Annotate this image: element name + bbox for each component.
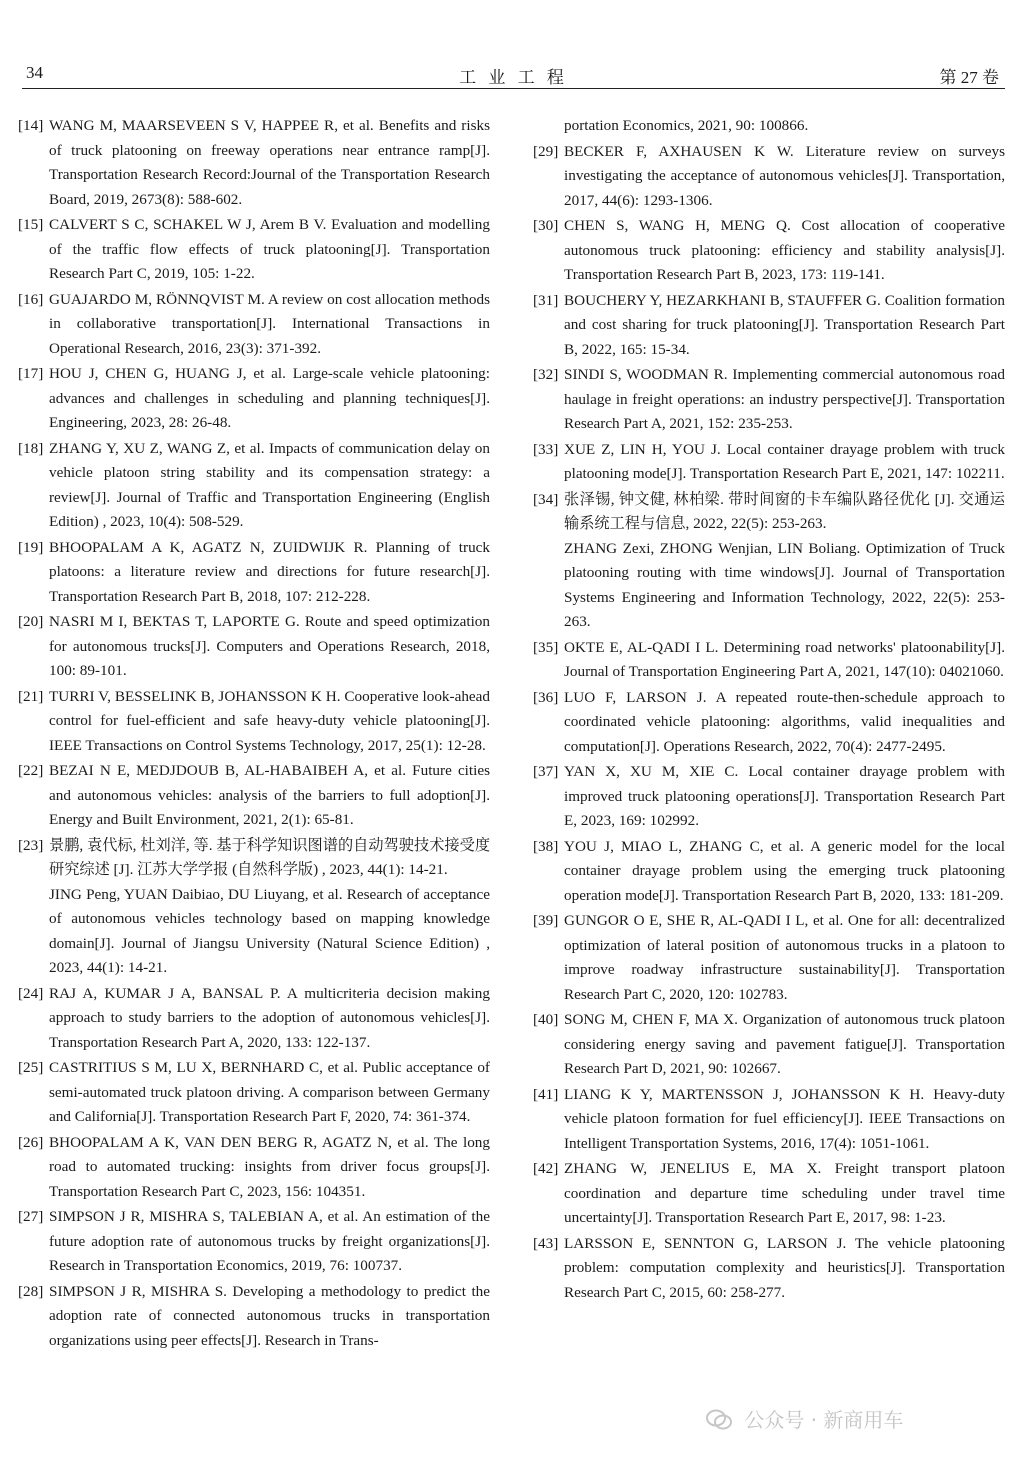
reference-text: SONG M, CHEN F, MA X. Organization of autonomous truck platoon considering energy saving and pavement fatigue[J]. Transportation Research Part D, 2021, 90: 102667. [564,1011,1005,1077]
reference-number: [23] [18,836,44,854]
reference-number: [37] [533,763,559,780]
reference-item [18,1056,490,1130]
reference-text: BECKER F, AXHAUSEN K W. Literature review on surveys investigating the acceptance of autonomous vehicles[J]. Transportation, 2017, 44(6): 1293-1306. [564,142,1005,209]
reference-number: [31] [533,291,559,309]
reference-number: [22] [18,762,44,779]
reference-number: [18] [18,439,44,457]
reference-number: [26] [18,1133,44,1151]
reference-text: LUO F, LARSON J. A repeated route-then-schedule approach to coordinated vehicle platooning: algorithms, valid inequalities and computation[J]. Operations Research, 2022, 70(4): 2477-2495. [564,688,1005,755]
running-header [22,62,1005,89]
reference-item [533,1008,1005,1082]
reference-item [533,686,1005,760]
reference-text: 张泽锡, 钟文健, 林柏梁. 带时间窗的卡车编队路径优化 [J]. 交通运输系统工程与信息, 2022, 22(5): 253-263. [564,490,1005,532]
reference-item [18,834,490,981]
reference-item [533,835,1005,909]
reference-text: ZHANG W, JENELIUS E, MA X. Freight transport platoon coordination and departure time scheduling under travel time uncertainty[J]. Transportation Research Part E, 2017, 98: 1-23. [564,1160,1005,1226]
reference-item [18,1205,490,1279]
reference-item [18,437,490,535]
reference-item [533,1157,1005,1231]
reference-text: SINDI S, WOODMAN R. Implementing commercial autonomous road haulage in freight operations: an industry perspective[J]. Transportation Research Part A, 2021, 152: 235-253. [564,366,1005,432]
reference-item [533,636,1005,685]
wechat-icon [706,1409,732,1431]
reference-item [18,982,490,1056]
reference-item [533,438,1005,487]
reference-item [533,214,1005,288]
reference-item [533,760,1005,834]
references-left-column [18,114,490,1354]
reference-text: GUAJARDO M, RÖNNQVIST M. A review on cost allocation methods in collaborative transportation[J]. International Transactions in Operational Research, 2016, 23(3): 371-392. [49,290,490,357]
reference-item [18,288,490,362]
reference-text: BHOOPALAM A K, VAN DEN BERG R, AGATZ N, et al. The long road to automated trucking: insights from driver focus groups[J]. Transportation Research Part C, 2023, 156: 104351. [49,1133,490,1200]
reference-item [533,363,1005,437]
reference-text: OKTE E, AL-QADI I L. Determining road networks' platoonability[J]. Journal of Transportation Engineering Part A, 2021, 147(10): 04021060. [564,638,1005,680]
reference-item [533,140,1005,214]
reference-number: [17] [18,365,44,382]
reference-text: HOU J, CHEN G, HUANG J, et al. Large-scale vehicle platooning: advances and challenges in scheduling and planning techniques[J]. Engineering, 2023, 28: 26-48. [49,365,490,431]
reference-item [18,213,490,287]
reference-item [533,289,1005,363]
reference-number: [43] [533,1234,559,1252]
journal-name: 工 业 工 程 [459,68,568,87]
reference-number: [28] [18,1282,44,1300]
reference-text: LIANG K Y, MARTENSSON J, JOHANSSON K H. Heavy-duty vehicle platoon formation for fuel efficiency[J]. IEEE Transactions on Intelligent Transportation Systems, 2016, 17(4): 1051-1061. [564,1085,1005,1152]
reference-text: 景鹏, 袁代标, 杜刘洋, 等. 基于科学知识图谱的自动驾驶技术接受度研究综述 [J]. 江苏大学学报 (自然科学版) , 2023, 44(1): 14-21. [49,836,490,878]
references-right-column [533,114,1005,1306]
reference-text: SIMPSON J R, MISHRA S. Developing a methodology to predict the adoption rate of connected autonomous trucks in transportation organizations using peer effects[J]. Research in Trans- [49,1282,490,1349]
reference-item [18,759,490,833]
reference-number: [41] [533,1085,559,1103]
reference-text: ZHANG Y, XU Z, WANG Z, et al. Impacts of communication delay on vehicle platoon string stability and its compensation strategy: a review[J]. Journal of Traffic and Transportation Engineering (English Edition) , 2023, 10(4): 508-529. [49,439,490,530]
reference-text: CALVERT S C, SCHAKEL W J, Arem B V. Evaluation and modelling of the traffic flow effects of truck platooning[J]. Transportation Research Part C, 2019, 105: 1-22. [49,216,490,282]
reference-text: RAJ A, KUMAR J A, BANSAL P. A multicriteria decision making approach to study barriers to the adoption of autonomous vehicles[J]. Transportation Research Part A, 2020, 133: 122-137. [49,984,490,1051]
reference-item [533,909,1005,1007]
reference-english-translation: ZHANG Zexi, ZHONG Wenjian, LIN Boliang. Optimization of Truck platooning routing with time windows[J]. Journal of Transportation Systems Engineering and Information Technology, 2022, 22(5): 253-263. [564,539,1005,630]
reference-number: [32] [533,366,559,383]
reference-number: [27] [18,1208,44,1225]
watermark [706,1404,1006,1438]
reference-number: [35] [533,638,559,656]
reference-number: [36] [533,688,559,706]
reference-item [18,114,490,212]
reference-text: TURRI V, BESSELINK B, JOHANSSON K H. Cooperative look-ahead control for fuel-efficient and safe heavy-duty vehicle platooning[J]. IEEE Transactions on Control Systems Technology, 2017, 25(1): 12-28. [49,687,490,754]
reference-number: [15] [18,216,44,233]
reference-text: NASRI M I, BEKTAS T, LAPORTE G. Route and speed optimization for autonomous trucks[J]. Computers and Operations Research, 2018, 100: 89-101. [49,613,490,679]
reference-english-translation: JING Peng, YUAN Daibiao, DU Liuyang, et al. Research of acceptance of autonomous vehicles technology based on mapping knowledge domain[J]. Journal of Jiangsu University (Natural Science Edition) , 2023, 44(1): 14-21. [49,885,490,976]
reference-text: CHEN S, WANG H, MENG Q. Cost allocation of cooperative autonomous truck platooning: efficiency and stability analysis[J]. Transportation Research Part B, 2023, 173: 119-141. [564,217,1005,283]
volume-label: 第 27 卷 [939,68,999,87]
reference-item [18,362,490,436]
reference-number: [14] [18,117,44,134]
reference-number: [30] [533,217,559,234]
reference-text: SIMPSON J R, MISHRA S, TALEBIAN A, et al. An estimation of the future adoption rate of autonomous trucks by freight organizations[J]. Research in Transportation Economics, 2019, 76: 100737. [49,1208,490,1274]
reference-number: [29] [533,142,559,160]
reference-item [533,488,1005,635]
reference-text: YOU J, MIAO L, ZHANG C, et al. A generic model for the local container drayage problem using the emerging truck platooning operation mode[J]. Transportation Research Part B, 2020, 133: 181-209. [564,837,1005,904]
reference-text: BOUCHERY Y, HEZARKHANI B, STAUFFER G. Coalition formation and cost sharing for truck platooning[J]. Transportation Research Part B, 2022, 165: 15-34. [564,291,1005,358]
reference-item [18,610,490,684]
reference-number: [39] [533,912,559,929]
reference-item [18,1280,490,1354]
reference-number: [24] [18,984,44,1002]
reference-item [533,1083,1005,1157]
reference-text: BEZAI N E, MEDJDOUB B, AL-HABAIBEH A, et al. Future cities and autonomous vehicles: analysis of the barriers to full adoption[J]. Energy and Built Environment, 2021, 2(1): 65-81. [49,762,490,828]
reference-item [18,1131,490,1205]
reference-number: [16] [18,290,44,308]
reference-text: WANG M, MAARSEVEEN S V, HAPPEE R, et al. Benefits and risks of truck platooning on freeway operations near entrance ramp[J]. Transportation Research Record:Journal of the Transportation Research Board, 2019, 2673(8): 588-602. [49,117,490,208]
reference-number: [25] [18,1059,44,1076]
reference-number: [33] [533,440,559,458]
reference-number: [19] [18,538,44,556]
watermark-text: 公众号 · 新商用车 [744,1408,904,1432]
reference-text: GUNGOR O E, SHE R, AL-QADI I L, et al. One for all: decentralized optimization of lateral position of autonomous trucks in a platoon to improve roadway infrastructure sustainability[J]. Transportation Research Part C, 2020, 120: 102783. [564,912,1005,1003]
reference-item [18,685,490,759]
reference-text: CASTRITIUS S M, LU X, BERNHARD C, et al. Public acceptance of semi-automated truck platoon driving. A comparison between Germany and California[J]. Transportation Research Part F, 2020, 74: 361-374. [49,1059,490,1125]
reference-continuation: portation Economics, 2021, 90: 100866. [564,117,809,134]
reference-text: XUE Z, LIN H, YOU J. Local container drayage problem with truck platooning mode[J]. Transportation Research Part E, 2021, 147: 102211. [564,440,1005,482]
reference-text: BHOOPALAM A K, AGATZ N, ZUIDWIJK R. Planning of truck platoons: a literature review and directions for future research[J]. Transportation Research Part B, 2018, 107: 212-228. [49,538,490,605]
reference-number: [20] [18,613,44,630]
reference-number: [34] [533,490,559,508]
reference-item [533,1232,1005,1306]
page-number: 34 [26,63,43,82]
reference-item [18,536,490,610]
reference-number: [42] [533,1160,559,1177]
reference-number: [21] [18,687,44,705]
reference-number: [38] [533,837,559,855]
reference-number: [40] [533,1011,559,1028]
reference-text: LARSSON E, SENNTON G, LARSON J. The vehicle platooning problem: computation complexity and heuristics[J]. Transportation Research Part C, 2015, 60: 258-277. [564,1234,1005,1301]
reference-text: YAN X, XU M, XIE C. Local container drayage problem with improved truck platooning operations[J]. Transportation Research Part E, 2023, 169: 102992. [564,763,1005,829]
